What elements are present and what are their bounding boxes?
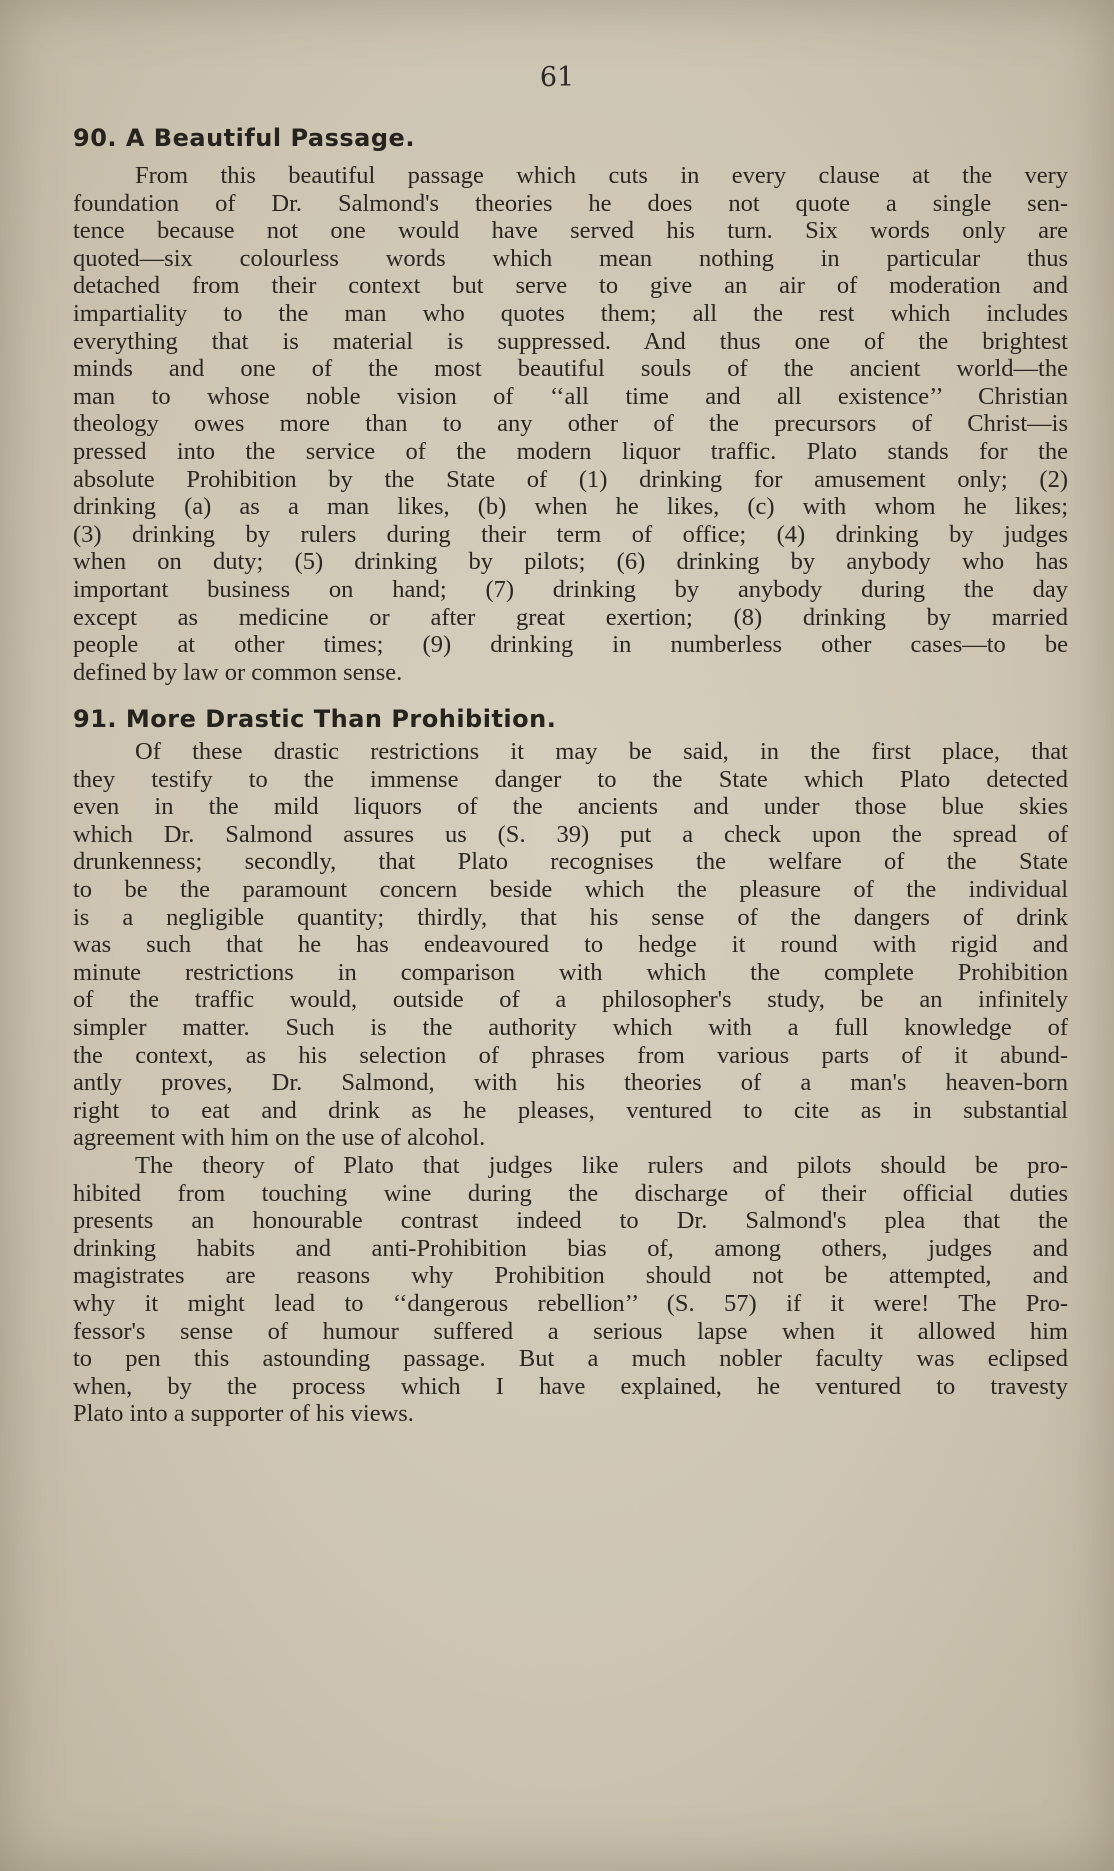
page-number: 61 bbox=[539, 62, 575, 93]
text-line: magistrates are reasons why Prohibition should not be attempted, and bbox=[73, 1262, 1068, 1290]
text-line: The theory of Plato that judges like rulers and pilots should be pro- bbox=[135, 1152, 1068, 1179]
text-line: detached from their context but serve to give an air of moderation and bbox=[73, 272, 1068, 300]
text-line: the context, as his selection of phrases from various parts of it abund- bbox=[73, 1041, 1068, 1069]
text-line: was such that he has endeavoured to hedge it round with rigid and bbox=[73, 931, 1068, 959]
text-line: theology owes more than to any other of the precursors of Christ—is bbox=[73, 410, 1068, 438]
text-line: to be the paramount concern beside which the pleasure of the individual bbox=[73, 875, 1068, 903]
section-91-paragraph-2 bbox=[73, 1152, 1068, 1428]
text-line: people at other times; (9) drinking in numberless other cases—to be bbox=[73, 631, 1068, 659]
text-line: fessor's sense of humour suffered a serious lapse when it allowed him bbox=[73, 1317, 1068, 1345]
text-line: minute restrictions in comparison with which the complete Prohibition bbox=[73, 958, 1068, 986]
text-line: impartiality to the man who quotes them; all the rest which includes bbox=[73, 299, 1068, 327]
text-line: (3) drinking by rulers during their term of office; (4) drinking by judges bbox=[73, 520, 1068, 548]
text-line: right to eat and drink as he pleases, ventured to cite as in substantial bbox=[73, 1096, 1068, 1124]
section-91-paragraph-1 bbox=[73, 738, 1068, 1152]
text-line: foundation of Dr. Salmond's theories he does not quote a single sen- bbox=[73, 189, 1068, 217]
text-line: of the traffic would, outside of a philosopher's study, be an infinitely bbox=[73, 986, 1068, 1014]
section-heading-90: 90. A Beautiful Passage. bbox=[73, 124, 415, 152]
text-line: why it might lead to ‘‘dangerous rebellion’’ (S. 57) if it were! The Pro- bbox=[73, 1289, 1068, 1317]
text-line: when on duty; (5) drinking by pilots; (6) drinking by anybody who has bbox=[73, 548, 1068, 576]
text-line: drunkenness; secondly, that Plato recognises the welfare of the State bbox=[73, 848, 1068, 876]
section-90-paragraph bbox=[73, 162, 1068, 686]
text-line: which Dr. Salmond assures us (S. 39) put a check upon the spread of bbox=[73, 820, 1068, 848]
text-line: absolute Prohibition by the State of (1) drinking for amusement only; (2) bbox=[73, 465, 1068, 493]
text-line: Plato into a supporter of his views. bbox=[73, 1400, 414, 1428]
text-line: From this beautiful passage which cuts in every clause at the very bbox=[135, 162, 1068, 189]
text-line: man to whose noble vision of ‘‘all time and all existence’’ Christian bbox=[73, 382, 1068, 410]
text-line: pressed into the service of the modern liquor traffic. Plato stands for the bbox=[73, 437, 1068, 465]
text-line: they testify to the immense danger to the State which Plato detected bbox=[73, 765, 1068, 793]
text-line: hibited from touching wine during the discharge of their official duties bbox=[73, 1179, 1068, 1207]
text-line: even in the mild liquors of the ancients and under those blue skies bbox=[73, 793, 1068, 821]
text-line: drinking habits and anti-Prohibition bias of, among others, judges and bbox=[73, 1234, 1068, 1262]
text-line: except as medicine or after great exertion; (8) drinking by married bbox=[73, 603, 1068, 631]
text-line: defined by law or common sense. bbox=[73, 658, 403, 686]
text-line: to pen this astounding passage. But a much nobler faculty was eclipsed bbox=[73, 1345, 1068, 1373]
text-line: minds and one of the most beautiful souls of the ancient world—the bbox=[73, 355, 1068, 383]
text-line: quoted—six colourless words which mean nothing in particular thus bbox=[73, 244, 1068, 272]
text-line: Of these drastic restrictions it may be said, in the first place, that bbox=[135, 738, 1068, 765]
text-line: everything that is material is suppressed. And thus one of the brightest bbox=[73, 327, 1068, 355]
section-heading-91: 91. More Drastic Than Prohibition. bbox=[73, 705, 557, 733]
text-line: drinking (a) as a man likes, (b) when he likes, (c) with whom he likes; bbox=[73, 493, 1068, 521]
text-line: agreement with him on the use of alcohol. bbox=[73, 1124, 486, 1152]
text-line: is a negligible quantity; thirdly, that his sense of the dangers of drink bbox=[73, 903, 1068, 931]
text-line: presents an honourable contrast indeed to Dr. Salmond's plea that the bbox=[73, 1207, 1068, 1235]
text-line: when, by the process which I have explained, he ventured to travesty bbox=[73, 1372, 1068, 1400]
text-line: important business on hand; (7) drinking by anybody during the day bbox=[73, 575, 1068, 603]
text-line: antly proves, Dr. Salmond, with his theories of a man's heaven-born bbox=[73, 1069, 1068, 1097]
text-line: tence because not one would have served his turn. Six words only are bbox=[73, 217, 1068, 245]
text-line: simpler matter. Such is the authority which with a full knowledge of bbox=[73, 1013, 1068, 1041]
